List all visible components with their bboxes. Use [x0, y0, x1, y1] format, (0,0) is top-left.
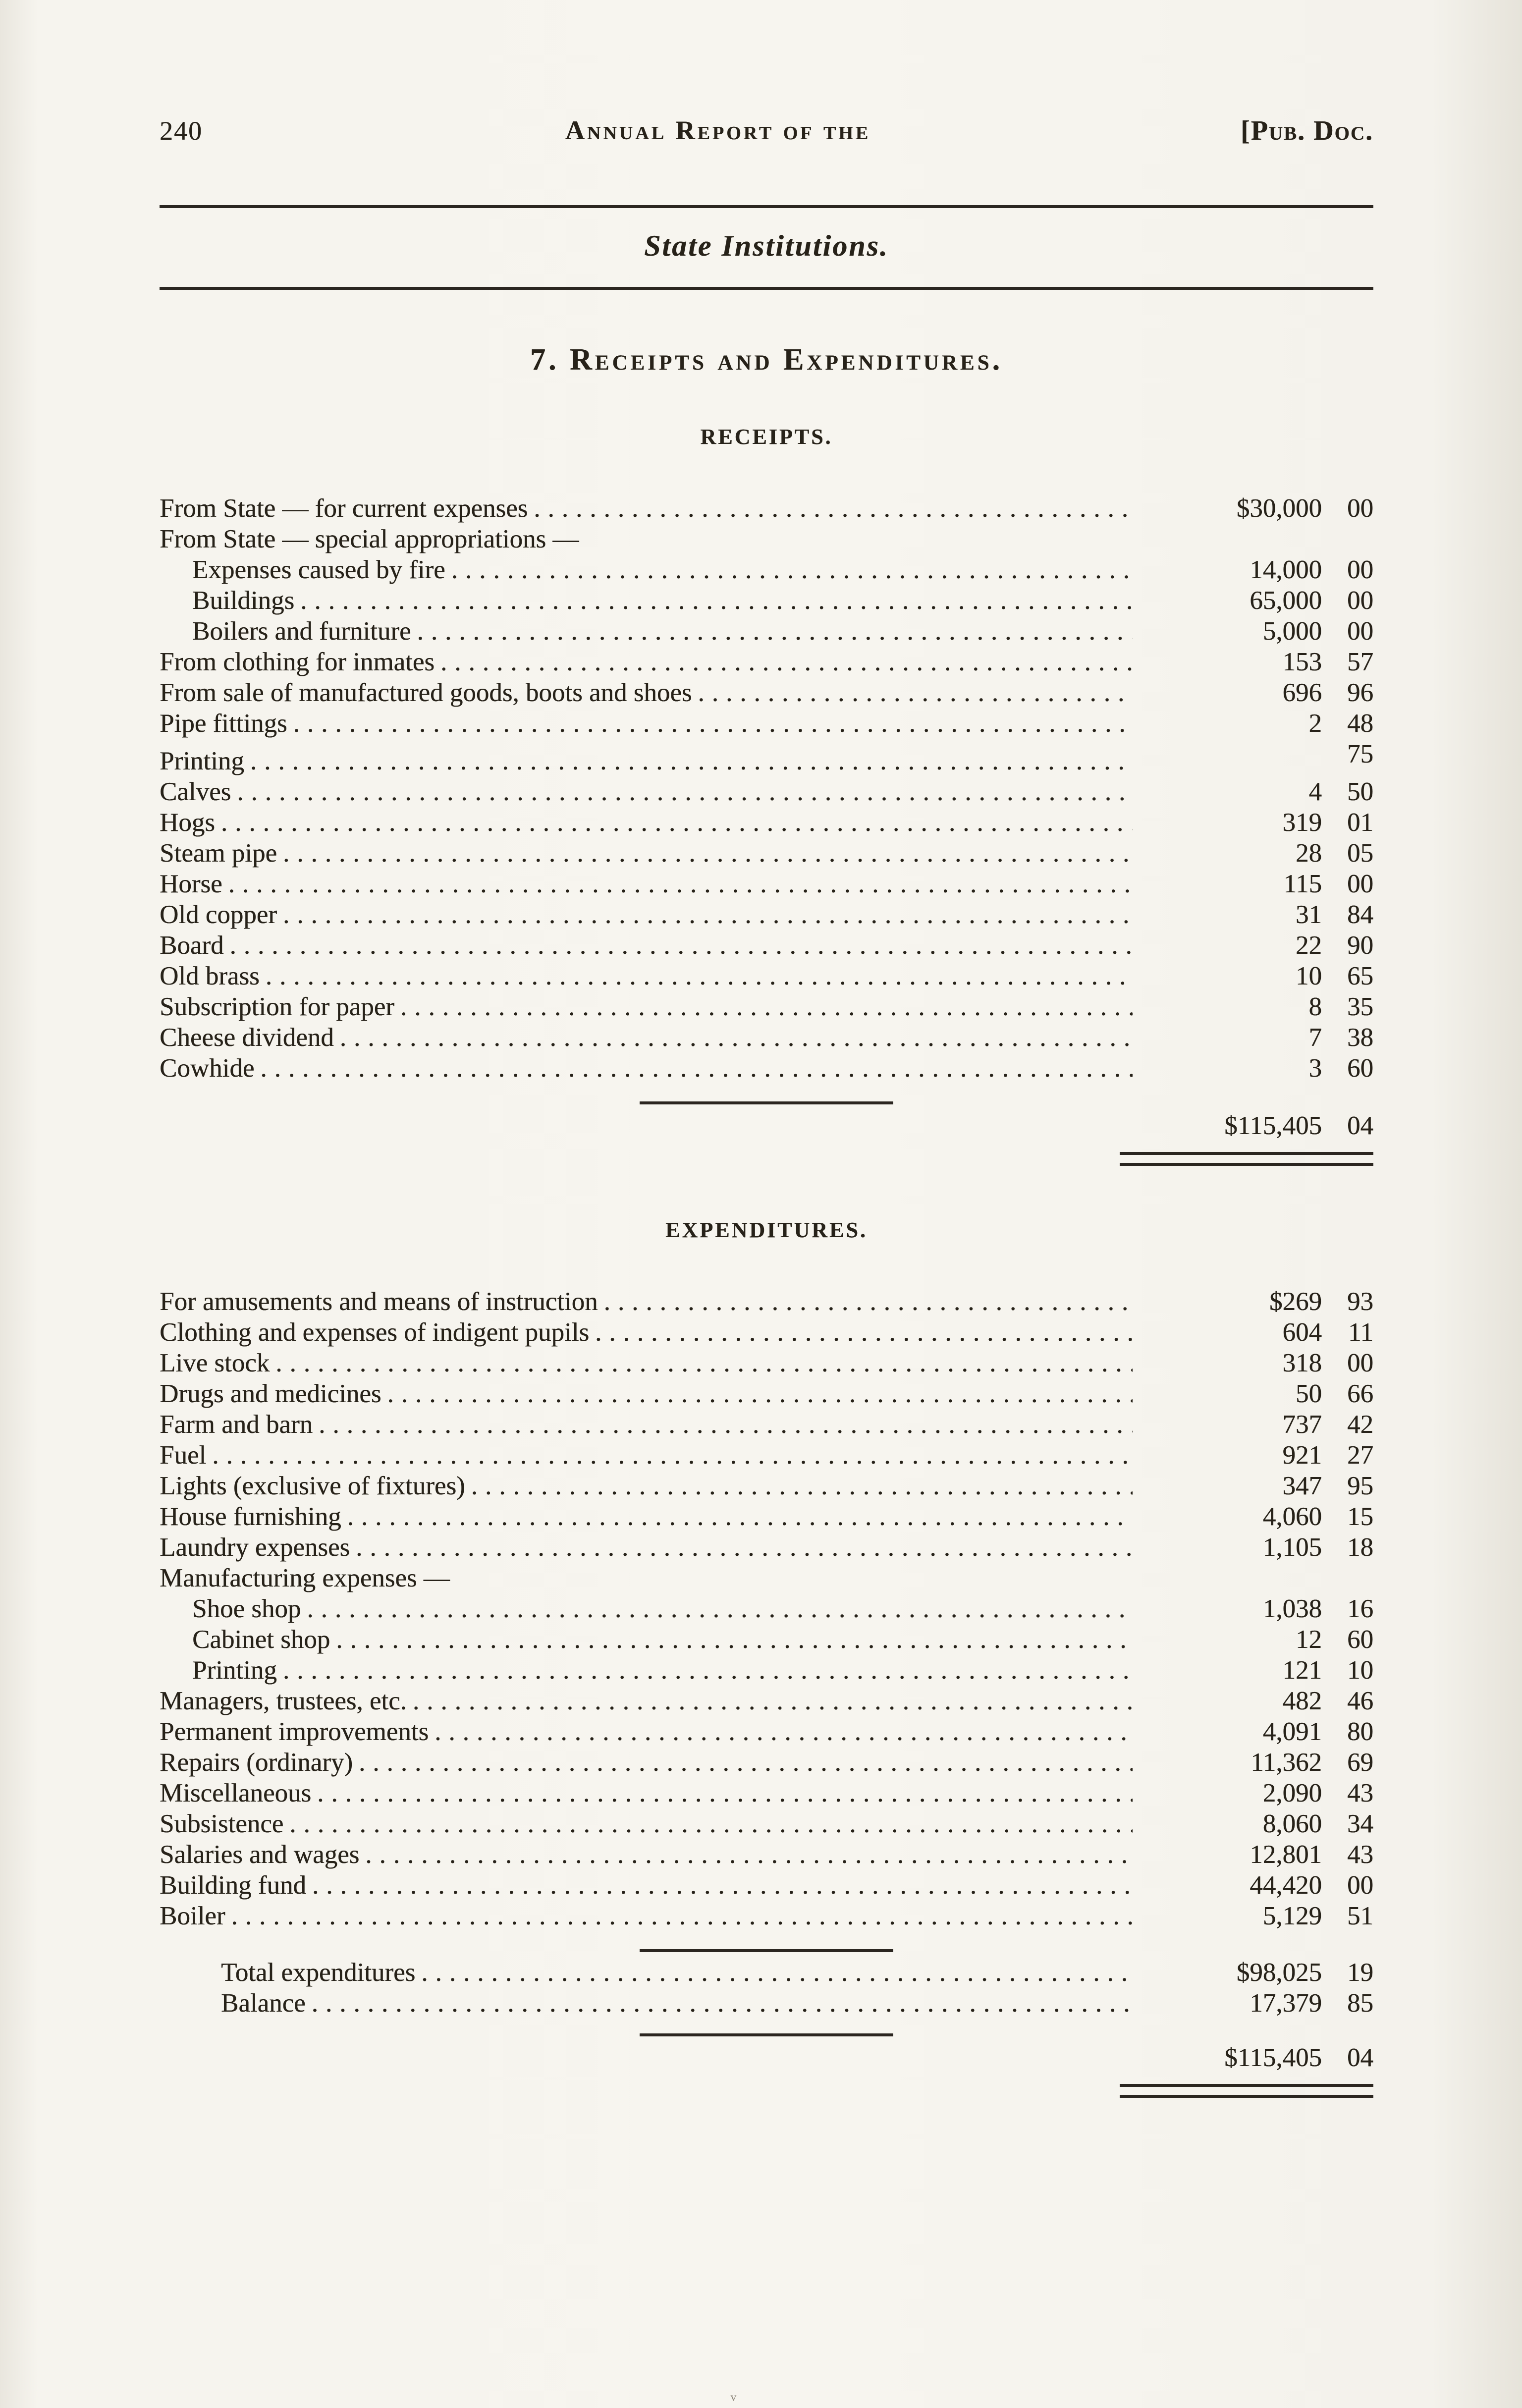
- ledger-row: [160, 1839, 1373, 1870]
- receipts-heading: RECEIPTS.: [700, 425, 833, 449]
- ledger-row: [160, 1409, 1373, 1440]
- ledger-row: [160, 930, 1373, 961]
- amount-dollars: 17,379: [1250, 1989, 1322, 2018]
- amount-dollars: $98,025: [1236, 1958, 1322, 1987]
- amount-dollars: $30,000: [1236, 494, 1322, 523]
- amount-dollars: 22: [1296, 931, 1322, 960]
- row-amount: [1136, 1747, 1373, 1778]
- ledger-row: [160, 1563, 1373, 1593]
- amount-cents: 57: [1347, 648, 1373, 676]
- ledger-row: [160, 708, 1373, 739]
- row-label: Buildings: [192, 586, 295, 615]
- dot-leader: [221, 807, 1133, 838]
- dot-leader: [250, 746, 1133, 776]
- amount-cents: 00: [1347, 555, 1373, 584]
- ledger-row: [160, 616, 1373, 647]
- amount-dollars: 1,038: [1262, 1594, 1322, 1623]
- dot-leader: [237, 776, 1133, 807]
- dot-leader: [228, 869, 1133, 899]
- amount-dollars: 2,090: [1262, 1779, 1322, 1807]
- ledger-row: [160, 1053, 1373, 1084]
- row-amount: [1136, 1471, 1373, 1501]
- row-amount: [1136, 616, 1373, 647]
- ledger-row: [160, 1348, 1373, 1378]
- ledger-row: [160, 493, 1373, 524]
- row-label: Total expenditures: [221, 1958, 416, 1987]
- dot-leader: [317, 1778, 1133, 1808]
- receipts-total-amount: [1136, 1110, 1373, 1141]
- amount-cents: 43: [1347, 1840, 1373, 1869]
- row-label: Horse: [160, 870, 222, 898]
- row-amount: [1136, 1655, 1373, 1686]
- dot-leader: [421, 1957, 1133, 1988]
- amount-dollars: 115: [1283, 870, 1322, 898]
- ledger-row: [160, 1870, 1373, 1901]
- ledger-row: [160, 1593, 1373, 1624]
- ledger-row: [160, 1286, 1373, 1317]
- row-amount: [1136, 647, 1373, 677]
- amount-cents: 05: [1347, 839, 1373, 868]
- middle-horizontal-rule: [160, 287, 1373, 290]
- ledger-row: [160, 1378, 1373, 1409]
- amount-cents: 00: [1347, 1349, 1373, 1377]
- ledger-row: [160, 991, 1373, 1022]
- row-amount: [1136, 585, 1373, 616]
- amount-dollars: 12,801: [1250, 1840, 1322, 1869]
- ledger-row: [160, 1655, 1373, 1686]
- row-label: Pipe fittings: [160, 709, 287, 738]
- dot-leader: [365, 1839, 1133, 1870]
- row-label: Drugs and medicines: [160, 1379, 381, 1408]
- receipts-total-cents: 04: [1347, 1111, 1373, 1140]
- row-label: Live stock: [160, 1349, 270, 1377]
- row-label: Salaries and wages: [160, 1840, 360, 1869]
- amount-cents: 00: [1347, 494, 1373, 523]
- amount-dollars: 604: [1282, 1318, 1322, 1347]
- amount-cents: 00: [1347, 870, 1373, 898]
- amount-cents: 34: [1347, 1809, 1373, 1838]
- row-label: Managers, trustees, etc.: [160, 1687, 407, 1715]
- amount-cents: 95: [1347, 1472, 1373, 1500]
- dot-leader: [417, 616, 1133, 647]
- row-label: For amusements and means of instruction: [160, 1287, 598, 1316]
- amount-dollars: 921: [1282, 1441, 1322, 1470]
- amount-dollars: 4: [1308, 777, 1322, 806]
- row-label: Cabinet shop: [192, 1625, 330, 1654]
- row-label: Farm and barn: [160, 1410, 313, 1439]
- ledger-row: [160, 1716, 1373, 1747]
- amount-dollars: 31: [1296, 900, 1322, 929]
- dot-leader: [435, 1716, 1133, 1747]
- row-amount: [1136, 1624, 1373, 1655]
- amount-cents: 42: [1347, 1410, 1373, 1439]
- row-label: Laundry expenses: [160, 1533, 350, 1562]
- row-label: Board: [160, 931, 224, 960]
- row-amount: [1136, 554, 1373, 585]
- ledger-row: [160, 1957, 1373, 1988]
- ledger-row: [160, 1532, 1373, 1563]
- expenditures-subtotals: [160, 1957, 1373, 2019]
- dot-leader: [293, 708, 1133, 739]
- row-label: Shoe shop: [192, 1594, 301, 1623]
- amount-dollars: 121: [1282, 1656, 1322, 1685]
- amount-dollars: 5,000: [1262, 617, 1322, 646]
- dot-leader: [359, 1747, 1133, 1778]
- row-amount: [1136, 493, 1373, 524]
- receipts-ledger: [160, 493, 1373, 1084]
- row-label: From sale of manufactured goods, boots and shoes: [160, 678, 692, 707]
- running-title: Annual Report of the: [565, 115, 871, 145]
- row-amount: [1136, 1286, 1373, 1317]
- dot-leader: [336, 1624, 1133, 1655]
- receipts-total-row: [160, 1110, 1373, 1141]
- amount-dollars: 347: [1282, 1472, 1322, 1500]
- dot-leader: [356, 1532, 1133, 1563]
- dot-leader: [319, 1409, 1133, 1440]
- amount-dollars: 7: [1308, 1023, 1322, 1052]
- row-amount: [1136, 1686, 1373, 1716]
- expenditures-subtotal-rule: [640, 1949, 893, 1952]
- row-label: Repairs (ordinary): [160, 1748, 353, 1777]
- amount-dollars: 14,000: [1250, 555, 1322, 584]
- row-amount: [1136, 838, 1373, 869]
- header-right-label: [Pub. Doc.: [1241, 115, 1373, 146]
- ledger-row: [160, 1747, 1373, 1778]
- ledger-row: [160, 1022, 1373, 1053]
- dot-leader: [312, 1870, 1133, 1901]
- amount-cents: 66: [1347, 1379, 1373, 1408]
- row-label: Fuel: [160, 1441, 207, 1470]
- row-label: Cowhide: [160, 1054, 255, 1083]
- dot-leader: [340, 1022, 1133, 1053]
- section-title: State Institutions.: [644, 229, 889, 262]
- amount-dollars: 5,129: [1262, 1902, 1322, 1930]
- ledger-row: [160, 1317, 1373, 1348]
- amount-dollars: 10: [1296, 962, 1322, 990]
- dot-leader: [300, 585, 1133, 616]
- row-amount: [1136, 1593, 1373, 1624]
- row-label: Balance: [221, 1989, 306, 2018]
- ledger-row: [160, 1988, 1373, 2019]
- dot-leader: [266, 961, 1133, 991]
- amount-cents: 19: [1347, 1958, 1373, 1987]
- amount-cents: 00: [1347, 1871, 1373, 1900]
- dot-leader: [230, 930, 1133, 961]
- row-amount: [1136, 1053, 1373, 1084]
- row-label: Printing: [160, 747, 244, 775]
- receipts-total-rule: [640, 1101, 893, 1104]
- amount-dollars: 737: [1282, 1410, 1322, 1439]
- ledger-row: [160, 585, 1373, 616]
- row-label: Boiler: [160, 1902, 225, 1930]
- ledger-row: [160, 1901, 1373, 1931]
- row-amount: [1136, 1957, 1373, 1988]
- dot-leader: [604, 1286, 1133, 1317]
- row-label: From clothing for inmates: [160, 648, 435, 676]
- amount-dollars: 2: [1308, 709, 1322, 738]
- ledger-row: [160, 869, 1373, 899]
- dot-leader: [307, 1593, 1133, 1624]
- amount-cents: 27: [1347, 1441, 1373, 1470]
- row-amount: [1136, 899, 1373, 930]
- dot-leader: [400, 991, 1133, 1022]
- amount-cents: 16: [1347, 1594, 1373, 1623]
- row-label: Old copper: [160, 900, 277, 929]
- amount-cents: 01: [1347, 808, 1373, 837]
- row-amount: [1136, 1988, 1373, 2019]
- ledger-row: [160, 807, 1373, 838]
- amount-dollars: 319: [1282, 808, 1322, 837]
- row-amount: [1136, 991, 1373, 1022]
- dot-leader: [534, 493, 1133, 524]
- amount-dollars: 8,060: [1262, 1809, 1322, 1838]
- ledger-row: [160, 838, 1373, 869]
- amount-dollars: 8: [1308, 992, 1322, 1021]
- row-amount: [1136, 1839, 1373, 1870]
- amount-dollars: 28: [1296, 839, 1322, 868]
- row-label: Cheese dividend: [160, 1023, 334, 1052]
- row-amount: [1136, 1808, 1373, 1839]
- row-amount: [1136, 961, 1373, 991]
- row-amount: [1136, 1348, 1373, 1378]
- row-label: Building fund: [160, 1871, 306, 1900]
- dot-leader: [698, 677, 1133, 708]
- row-amount: [1136, 1022, 1373, 1053]
- ledger-row: [160, 776, 1373, 807]
- amount-cents: 96: [1347, 678, 1373, 707]
- row-label: Manufacturing expenses —: [160, 1564, 450, 1592]
- expenditures-total-row: [160, 2042, 1373, 2073]
- ledger-row: [160, 524, 1373, 554]
- row-amount: [1136, 739, 1373, 769]
- amount-cents: 93: [1347, 1287, 1373, 1316]
- amount-cents: 51: [1347, 1902, 1373, 1930]
- expenditures-total-dollars: $115,405: [1224, 2043, 1322, 2072]
- amount-cents: 69: [1347, 1748, 1373, 1777]
- amount-cents: 65: [1347, 962, 1373, 990]
- dot-leader: [451, 554, 1133, 585]
- amount-cents: 00: [1347, 586, 1373, 615]
- dot-leader: [231, 1901, 1133, 1931]
- row-label: From State — for current expenses: [160, 494, 528, 523]
- row-amount: [1136, 1532, 1373, 1563]
- page-header: [160, 115, 1373, 147]
- row-amount: [1136, 1378, 1373, 1409]
- dot-leader: [471, 1471, 1133, 1501]
- dot-leader: [283, 838, 1133, 869]
- row-amount: [1136, 1440, 1373, 1471]
- amount-cents: 90: [1347, 931, 1373, 960]
- row-amount: [1136, 1317, 1373, 1348]
- dot-leader: [283, 1655, 1133, 1686]
- ledger-row: [160, 1440, 1373, 1471]
- amount-cents: 11: [1348, 1318, 1373, 1347]
- row-amount: [1136, 807, 1373, 838]
- row-amount: [1136, 1716, 1373, 1747]
- row-label: Miscellaneous: [160, 1779, 312, 1807]
- amount-cents: 75: [1347, 740, 1373, 768]
- row-amount: [1136, 1901, 1373, 1931]
- dot-leader: [347, 1501, 1133, 1532]
- ledger-row: [160, 1471, 1373, 1501]
- row-label: Hogs: [160, 808, 215, 837]
- amount-cents: 46: [1347, 1687, 1373, 1715]
- ledger-row: [160, 739, 1373, 776]
- ledger-row: [160, 899, 1373, 930]
- top-horizontal-rule: [160, 205, 1373, 208]
- row-label: Boilers and furniture: [192, 617, 411, 646]
- amount-dollars: 44,420: [1250, 1871, 1322, 1900]
- row-label: Printing: [192, 1656, 277, 1685]
- row-label: House furnishing: [160, 1502, 341, 1531]
- amount-dollars: 153: [1282, 648, 1322, 676]
- scan-artifact-mark: ᵥ: [730, 2381, 737, 2404]
- amount-cents: 84: [1347, 900, 1373, 929]
- amount-dollars: 4,091: [1262, 1717, 1322, 1746]
- ledger-row: [160, 554, 1373, 585]
- row-label: Subsistence: [160, 1809, 284, 1838]
- ledger-row: [160, 961, 1373, 991]
- amount-dollars: 3: [1308, 1054, 1322, 1083]
- amount-cents: 38: [1347, 1023, 1373, 1052]
- amount-cents: 18: [1347, 1533, 1373, 1562]
- amount-dollars: $269: [1269, 1287, 1322, 1316]
- row-label: Subscription for paper: [160, 992, 394, 1021]
- dot-leader: [260, 1053, 1133, 1084]
- row-amount: [1136, 776, 1373, 807]
- amount-cents: 85: [1347, 1989, 1373, 2018]
- ledger-row: [160, 1808, 1373, 1839]
- expenditures-total-cents: 04: [1347, 2043, 1373, 2072]
- dot-leader: [440, 647, 1133, 677]
- amount-dollars: [1136, 739, 1322, 769]
- amount-cents: 35: [1347, 992, 1373, 1021]
- row-label: Lights (exclusive of fixtures): [160, 1472, 465, 1500]
- dot-leader: [312, 1988, 1133, 2019]
- amount-cents: 80: [1347, 1717, 1373, 1746]
- amount-cents: 60: [1347, 1625, 1373, 1654]
- row-amount: [1136, 677, 1373, 708]
- dot-leader: [283, 899, 1133, 930]
- ledger-row: [160, 1686, 1373, 1716]
- amount-dollars: 4,060: [1262, 1502, 1322, 1531]
- amount-dollars: 65,000: [1250, 586, 1322, 615]
- ledger-row: [160, 1501, 1373, 1532]
- receipts-total-dollars: $115,405: [1224, 1111, 1322, 1140]
- dot-leader: [387, 1378, 1133, 1409]
- amount-cents: 00: [1347, 617, 1373, 646]
- row-amount: [1136, 1778, 1373, 1808]
- amount-dollars: 12: [1296, 1625, 1322, 1654]
- row-amount: [1136, 1501, 1373, 1532]
- ledger-row: [160, 1778, 1373, 1808]
- row-label: Clothing and expenses of indigent pupils: [160, 1318, 590, 1347]
- page-number: 240: [160, 116, 203, 146]
- amount-cents: 48: [1347, 709, 1373, 738]
- row-label: Expenses caused by fire: [192, 555, 445, 584]
- receipts-double-rule: [1120, 1152, 1373, 1166]
- amount-dollars: 696: [1282, 678, 1322, 707]
- amount-dollars: 482: [1282, 1687, 1322, 1715]
- amount-cents: 50: [1347, 777, 1373, 806]
- expenditures-double-rule: [1120, 2084, 1373, 2098]
- dot-leader: [289, 1808, 1133, 1839]
- row-amount: [1136, 930, 1373, 961]
- amount-cents: 10: [1347, 1656, 1373, 1685]
- expenditures-total-rule: [640, 2033, 893, 2036]
- amount-dollars: 318: [1282, 1349, 1322, 1377]
- row-label: Steam pipe: [160, 839, 277, 868]
- ledger-row: [160, 1624, 1373, 1655]
- amount-dollars: 50: [1296, 1379, 1322, 1408]
- dot-leader: [212, 1440, 1133, 1471]
- row-label: Permanent improvements: [160, 1717, 429, 1746]
- amount-cents: 15: [1347, 1502, 1373, 1531]
- ledger-row: [160, 647, 1373, 677]
- amount-dollars: 11,362: [1250, 1748, 1322, 1777]
- row-label: From State — special appropriations —: [160, 525, 579, 553]
- dot-leader: [413, 1686, 1133, 1716]
- ledger-row: [160, 677, 1373, 708]
- amount-dollars: 1,105: [1262, 1533, 1322, 1562]
- amount-cents: 60: [1347, 1054, 1373, 1083]
- row-amount: [1136, 1409, 1373, 1440]
- expenditures-ledger: [160, 1286, 1373, 1931]
- row-amount: [1136, 708, 1373, 739]
- dot-leader: [275, 1348, 1133, 1378]
- expenditures-total-amount: [1136, 2042, 1373, 2073]
- section-heading: 7. Receipts and Expenditures.: [530, 343, 1003, 377]
- dot-leader: [595, 1317, 1133, 1348]
- row-label: Calves: [160, 777, 231, 806]
- amount-cents: 43: [1347, 1779, 1373, 1807]
- row-amount: [1136, 869, 1373, 899]
- row-label: Old brass: [160, 962, 260, 990]
- expenditures-heading: EXPENDITURES.: [665, 1218, 868, 1242]
- row-amount: [1136, 1870, 1373, 1901]
